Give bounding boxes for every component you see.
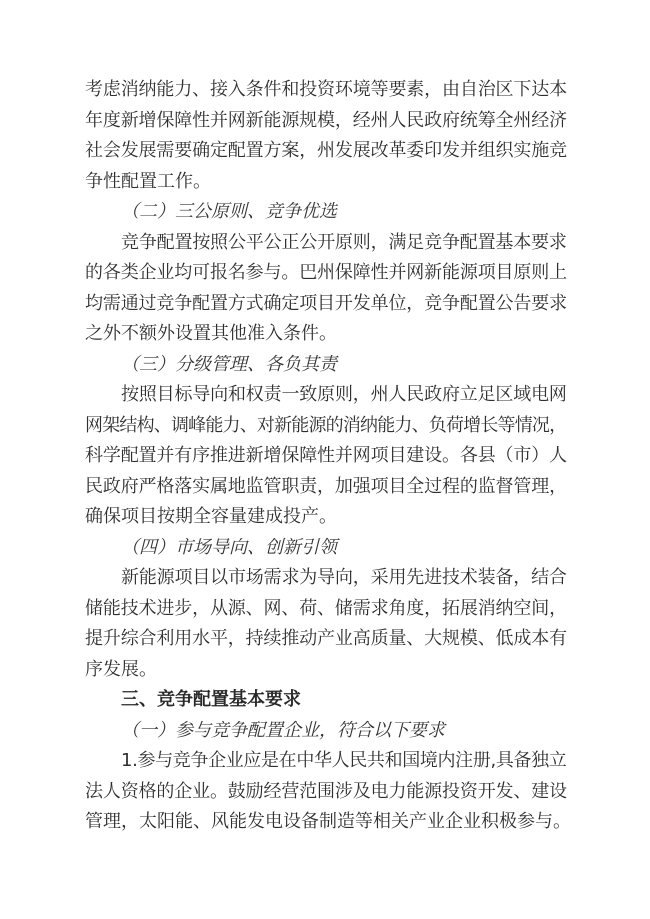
text-line: 考虑消纳能力、接入条件和投资环境等要素，由自治区下达本 xyxy=(85,79,567,100)
text-line: 序发展。 xyxy=(85,658,157,680)
text-line: 之外不额外设置其他准入条件。 xyxy=(85,323,337,344)
text-line: 民政府严格落实属地监管职责，加强项目全过程的监督管理， xyxy=(85,475,567,497)
text-line: 科学配置并有序推进新增保障性并网项目建设。各县（市）人 xyxy=(85,445,567,466)
document-body xyxy=(85,75,571,838)
text-line: （二）三公原则、竞争优选 xyxy=(121,201,337,222)
text-line: 1.参与竞争企业应是在中华人民共和国境内注册,具备独立 xyxy=(121,750,567,771)
text-line: 年度新增保障性并网新能源规模，经州人民政府统筹全州经济 xyxy=(85,109,567,131)
text-line: 提升综合利用水平，持续推动产业高质量、大规模、低成本有 xyxy=(85,628,567,649)
text-line: （三）分级管理、各负其责 xyxy=(121,353,337,375)
text-line: 网架结构、调峰能力、对新能源的消纳能力、负荷增长等情况， xyxy=(85,414,567,436)
text-line: 均需通过竞争配置方式确定项目开发单位，竞争配置公告要求 xyxy=(85,292,567,314)
text-line: 储能技术进步，从源、网、荷、储需求角度，拓展消纳空间， xyxy=(85,597,567,619)
text-line: 法人资格的企业。鼓励经营范围涉及电力能源投资开发、建设 xyxy=(85,780,567,802)
text-line: 按照目标导向和权责一致原则，州人民政府立足区域电网 xyxy=(121,384,567,405)
text-line: 三、竞争配置基本要求 xyxy=(121,689,301,710)
text-line: （一）参与竞争配置企业，符合以下要求 xyxy=(121,719,445,741)
text-line: 社会发展需要确定配置方案，州发展改革委印发并组织实施竞 xyxy=(85,140,567,161)
text-line: （四）市场导向、创新引领 xyxy=(121,536,337,558)
text-line: 管理，太阳能、风能发电设备制造等相关产业企业积极参与。 xyxy=(85,811,571,832)
text-line: 争性配置工作。 xyxy=(85,170,211,192)
text-line: 新能源项目以市场需求为导向，采用先进技术装备，结合 xyxy=(121,567,567,588)
text-line: 确保项目按期全容量建成投产。 xyxy=(85,506,337,527)
text-line: 的各类企业均可报名参与。巴州保障性并网新能源项目原则上 xyxy=(85,262,567,283)
text-line: 竞争配置按照公平公正公开原则，满足竞争配置基本要求 xyxy=(121,231,567,253)
